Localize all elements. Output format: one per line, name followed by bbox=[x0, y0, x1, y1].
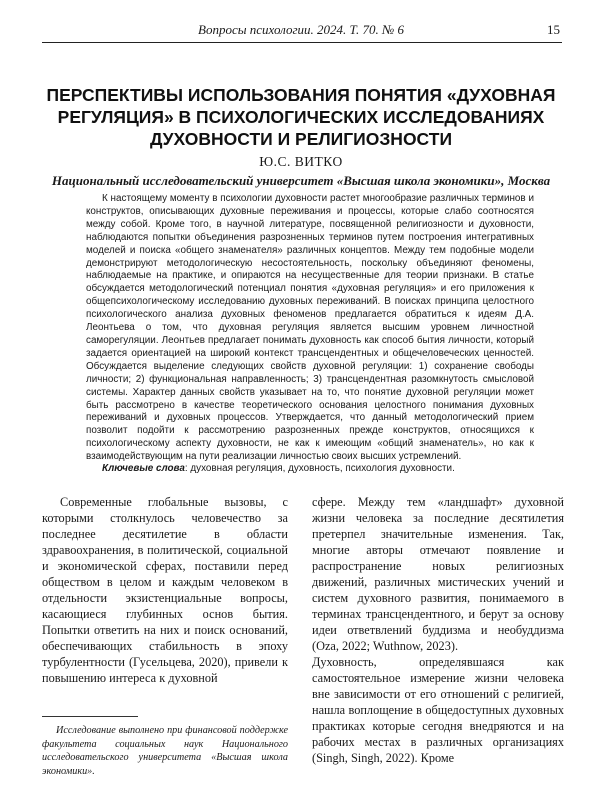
keywords-text: : духовная регуляция, духовность, психология духовности. bbox=[184, 463, 455, 474]
page-number: 15 bbox=[547, 22, 560, 37]
footnote: Исследование выполнено при финансовой поддержке факультета социальных наук Национального исследовательского университета «Высшая школа экономики». bbox=[42, 725, 288, 777]
author-name: Ю.С. ВИТКО bbox=[259, 154, 343, 169]
journal-citation: Вопросы психологии. 2024. Т. 70. № 6 bbox=[198, 22, 404, 37]
body-paragraph: Духовность, определявшаяся как самостоятельное измерение жизни человека вне зависимости от его отношений с религией, нашла воплощение в общедоступных духовных практиках которые сегодня внедряются и на рабочих местах в различных организациях (Singh, Singh, 2022). Кроме bbox=[312, 655, 564, 765]
abstract: К настоящему моменту в психологии духовности растет многообразие различных терминов и конструктов, описывающих духовные переживания и процессы, которые слабо соотносятся между собой. Кроме того, в научной литературе, посвященной религиозности и духовности, наблюдаются попытки объединения разрозненных терминов путем построения интегративных моделей и поиска «общего знаменателя» различных концептов. Между тем подобные модели демонстрируют методологическую несостоятельность, поскольку объединяют феномены, наблюдаемые на практике, и опираются на несущественные для теории признаки. В статье обсуждается методологический потенциал понятия «духовная регуляция» и его приложения к общепсихологическому исследованию духовных переживаний. В поисках принципа целостного психологического анализа духовных феноменов предлагается обратиться к идеям Д.А. Леонтьева о том, что духовная регуляция является высшим уровнем личностной саморегуляции. Леонтьев предлагает понимать духовность как способ бытия личности, который задается ориентацией на широкий контекст трансцендентных и общечеловеческих ценностей. Обсуждается выделение следующих свойств духовной регуляции: 1) сохранение свободы личности; 2) функциональная направленность; 3) трансцендентная разомкнутость смысловой системы. Характер данных свойств указывает на то, что понятие духовной регуляции может быть рассмотрено в качестве теоретического основания целостного понимания духовных переживаний и духовных процессов. Утверждается, что данный методологический прием позволит подойти к рассмотрению разрозненных прежде конструктов, относящихся к психологическому аспекту духовности, не как к имеющим «общий знаменатель», но как к взаимодействующим на пути реализации личностью своих высших устремлений. bbox=[86, 193, 534, 463]
author-affiliation: Национальный исследовательский университет «Высшая школа экономики», Москва bbox=[51, 173, 551, 188]
running-header bbox=[42, 22, 560, 42]
header-rule bbox=[42, 42, 562, 43]
body-paragraph-continued: сфере. Между тем «ландшафт» духовной жизни человека за последние десятилетия претерпел значительные изменения. Так, многие авторы отмечают появление и распространение новых религиозных движений, различных мистических учений и систем духовного развития, понимаемого в терминах трансцендентного, и берут за основу идеи ответвлений буддизма и необуддизма (Oza, 2022; Wuthnow, 2023). bbox=[312, 495, 564, 653]
keywords bbox=[86, 462, 534, 475]
body-column-right bbox=[312, 494, 564, 766]
article-title: ПЕРСПЕКТИВЫ ИСПОЛЬЗОВАНИЯ ПОНЯТИЯ «ДУХОВНАЯ РЕГУЛЯЦИЯ» В ПСИХОЛОГИЧЕСКИХ ИССЛЕДОВАНИЯХ ДУХОВНОСТИ И РЕЛИГИОЗНОСТИ bbox=[46, 85, 556, 149]
footnote-rule bbox=[42, 716, 138, 717]
body-column-left bbox=[42, 494, 288, 686]
body-paragraph: Современные глобальные вызовы, с которыми столкнулось человечество за последнее десятилетие в области здравоохранения, в политической, социальной и экономической сферах, поставили перед обществом в целом и каждым человеком в отдельности экзистенциальные вопросы, касающиеся глубинных основ бытия. Попытки ответить на них и поиск оснований, обеспечивающих стабильность в эпоху турбулентности (Гусельцева, 2020), привели к повышению интереса к духовной bbox=[42, 495, 288, 685]
keywords-label: Ключевые слова bbox=[102, 463, 185, 474]
